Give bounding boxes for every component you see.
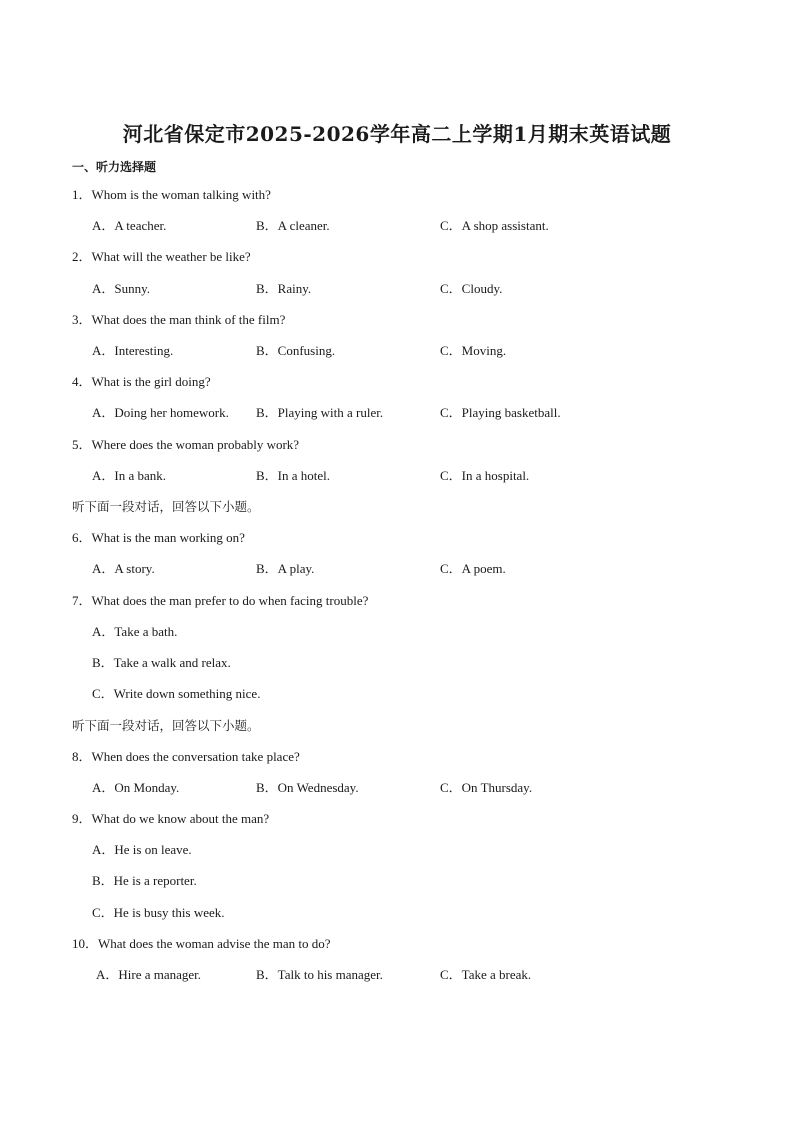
q5-option-c: C．In a hospital.: [440, 468, 530, 483]
q2-option-b: B．Rainy.: [256, 281, 312, 296]
section-title: 一、听力选择题: [72, 160, 157, 174]
q1-option-c: C．A shop assistant.: [440, 218, 549, 233]
q7-option-c: C．Write down something nice.: [92, 686, 261, 701]
question-4: 4．What is the girl doing?: [72, 374, 211, 389]
question-8: 8．When does the conversation take place?: [72, 749, 300, 764]
q5-option-a: A．In a bank.: [92, 468, 167, 483]
q9-option-a: A．He is on leave.: [92, 842, 192, 857]
q4-option-c: C．Playing basketball.: [440, 405, 561, 420]
q2-option-a: A．Sunny.: [92, 281, 151, 296]
listening-instruction: 听下面一段对话，回答以下小题。: [72, 499, 260, 514]
q7-option-b: B．Take a walk and relax.: [92, 655, 231, 670]
page-title: 河北省保定市2025-2026学年高二上学期1月期末英语试题: [122, 122, 672, 146]
q1-option-a: A．A teacher.: [92, 218, 167, 233]
q3-option-c: C．Moving.: [440, 343, 507, 358]
q10-option-a: A．Hire a manager.: [96, 967, 202, 982]
q5-option-b: B．In a hotel.: [256, 468, 331, 483]
question-3: 3．What does the man think of the film?: [72, 312, 286, 327]
q6-option-a: A．A story.: [92, 561, 155, 576]
q9-option-c: C．He is busy this week.: [92, 905, 225, 920]
q2-option-c: C．Cloudy.: [440, 281, 503, 296]
question-7: 7．What does the man prefer to do when facing trouble?: [72, 593, 369, 608]
q9-option-b: B．He is a reporter.: [92, 873, 197, 888]
q8-option-b: B．On Wednesday.: [256, 780, 359, 795]
question-10: 10．What does the woman advise the man to do?: [72, 936, 331, 951]
q7-option-a: A．Take a bath.: [92, 624, 178, 639]
question-9: 9．What do we know about the man?: [72, 811, 270, 826]
question-2: 2．What will the weather be like?: [72, 249, 251, 264]
q3-option-b: B．Confusing.: [256, 343, 336, 358]
q8-option-c: C．On Thursday.: [440, 780, 533, 795]
question-5: 5．Where does the woman probably work?: [72, 437, 300, 452]
q6-option-b: B．A play.: [256, 561, 315, 576]
q1-option-b: B．A cleaner.: [256, 218, 330, 233]
q6-option-c: C．A poem.: [440, 561, 506, 576]
q4-option-a: A．Doing her homework.: [92, 405, 229, 420]
q8-option-a: A．On Monday.: [92, 780, 180, 795]
question-6: 6．What is the man working on?: [72, 530, 245, 545]
q10-option-b: B．Talk to his manager.: [256, 967, 383, 982]
question-1: 1．Whom is the woman talking with?: [72, 187, 271, 202]
q10-option-c: C．Take a break.: [440, 967, 532, 982]
listening-instruction: 听下面一段对话，回答以下小题。: [72, 718, 260, 733]
q3-option-a: A．Interesting.: [92, 343, 174, 358]
q4-option-b: B．Playing with a ruler.: [256, 405, 384, 420]
